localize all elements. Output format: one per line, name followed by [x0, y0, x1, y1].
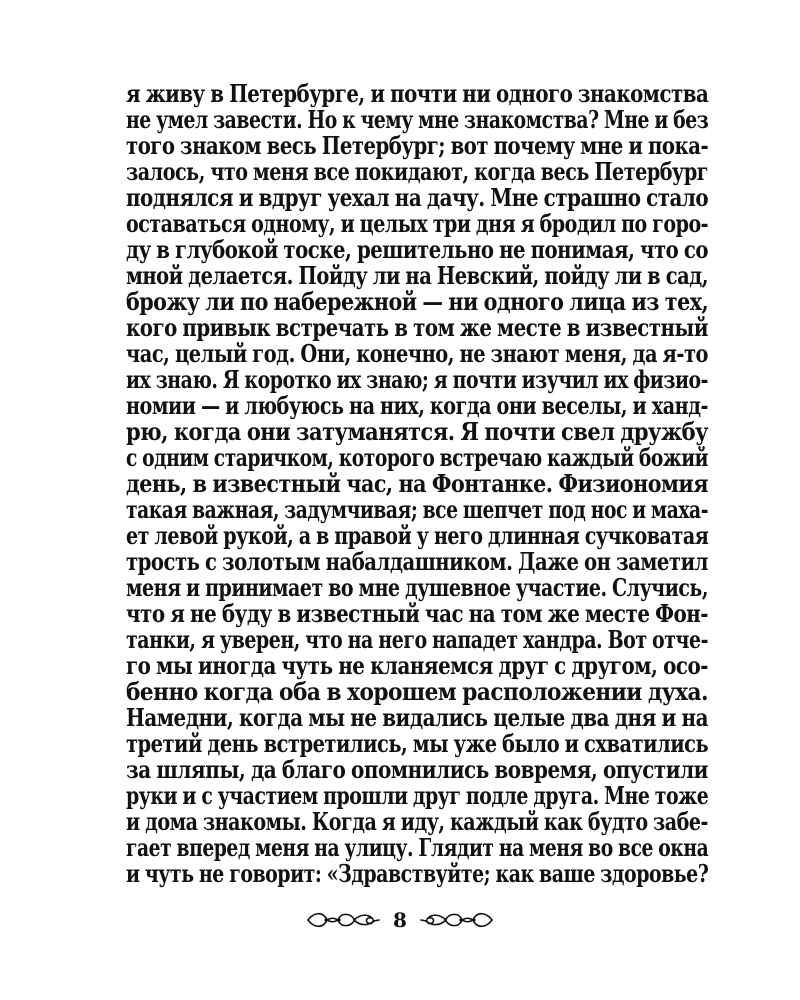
text-line: третий день встретились, мы уже было и схватились	[126, 729, 709, 758]
page-number: 8	[393, 908, 407, 932]
text-line: их знаю. Я коротко их знаю; я почти изучил их физио-	[126, 365, 708, 394]
text-line: рю, когда они затуманятся. Я почти свел дружбу	[126, 417, 708, 446]
text-line: руки и с участием прошли друг подле друга. Мне тоже	[126, 781, 709, 810]
body-text	[126, 81, 708, 887]
text-line: того знаком весь Петербург; вот почему мне и пока-	[126, 131, 709, 160]
text-line: трость с золотым набалдашником. Даже он заметил	[126, 547, 708, 576]
text-line: го мы иногда чуть не кланяемся друг с другом, осо-	[126, 651, 708, 680]
text-line: кого привык встречать в том же месте в известный	[126, 313, 708, 342]
text-line: залось, что меня все покидают, когда весь Петербург	[126, 157, 708, 186]
text-line: номии — и любуюсь на них, когда они веселы, и ханд-	[126, 391, 708, 420]
text-line: что я не буду в известный час на том же месте Фон-	[126, 599, 709, 628]
text-line: день, в известный час, на Фонтанке. Физиономия	[126, 469, 708, 498]
text-line: ду в глубокой тоске, решительно не понимая, что со	[126, 235, 708, 264]
text-line: танки, я уверен, что на него нападет хандра. Вот отче-	[126, 625, 708, 654]
text-line: за шляпы, да благо опомнились вовремя, опустили	[126, 755, 708, 784]
left-flourish-icon	[306, 908, 381, 932]
text-line: и чуть не говорит: «Здравствуйте; как ваше здоровье?	[126, 859, 709, 888]
text-line: оставаться одному, и целых три дня я бродил по горо-	[126, 209, 709, 238]
text-line: с одним старичком, которого встречаю каждый божий	[126, 443, 709, 472]
text-line: не умел завести. Но к чему мне знакомства? Мне и без	[126, 105, 709, 134]
text-line: мной делается. Пойду ли на Невский, пойду ли в сад,	[126, 261, 709, 290]
text-line: поднялся и вдруг уехал на дачу. Мне страшно стало	[126, 183, 709, 212]
text-line: я живу в Петербурге, и почти ни одного знакомства	[126, 79, 709, 108]
text-line: брожу ли по набережной — ни одного лица из тех,	[126, 287, 709, 316]
right-flourish-icon	[419, 908, 494, 932]
text-line: ет левой рукой, а в правой у него длинная сучковатая	[126, 521, 709, 550]
text-line: такая важная, задумчивая; все шепчет под нос и маха-	[126, 495, 708, 524]
text-line: Намедни, когда мы не видались целые два дня и на	[126, 703, 708, 732]
text-line: меня и принимает во мне душевное участие. Случись,	[126, 573, 708, 602]
text-line: час, целый год. Они, конечно, не знают меня, да я-то	[126, 339, 708, 368]
page-footer	[0, 900, 800, 940]
text-line: бенно когда оба в хорошем расположении духа.	[126, 677, 708, 706]
text-line: и дома знакомы. Когда я иду, каждый как будто забе-	[126, 807, 708, 836]
text-line: гает вперед меня на улицу. Глядит на меня во все окна	[126, 833, 709, 862]
